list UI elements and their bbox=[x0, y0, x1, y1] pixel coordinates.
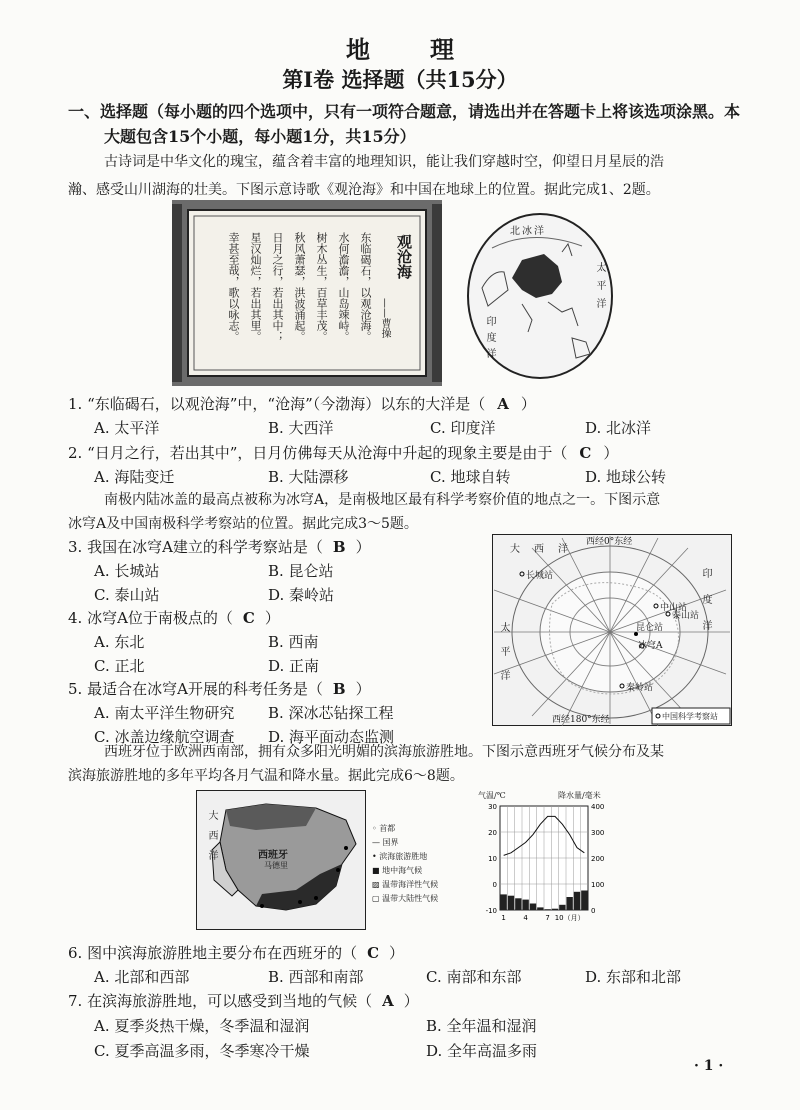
q3-option-b: B. 昆仑站 bbox=[268, 562, 334, 580]
legend-item: ◦ 首都 bbox=[372, 824, 396, 833]
q7-option-c: C. 夏季高温多雨，冬季寒冷干燥 bbox=[94, 1042, 310, 1060]
temp-tick: 10 bbox=[488, 855, 497, 863]
precip-tick: 400 bbox=[591, 803, 605, 811]
month-tick: 10（月） bbox=[554, 914, 585, 922]
question-3-stem: 3. 我国在冰穹A建立的科学考察站是（ bbox=[68, 538, 323, 556]
spain-country-label: 西班牙 bbox=[258, 850, 288, 861]
question-5-answer: B bbox=[332, 680, 346, 698]
question-5-close: ） bbox=[355, 680, 371, 698]
globe-label-right: 太平洋 bbox=[594, 262, 605, 316]
legend-item: ▢ 温带大陆性气候 bbox=[372, 894, 439, 903]
antarctic-legend: 中国科学考察站 bbox=[662, 712, 718, 721]
spain-legend bbox=[372, 822, 464, 906]
poem-column: 秋风萧瑟，洪波涌起。 bbox=[293, 232, 306, 342]
intro1-line1: 古诗词是中华文化的瑰宝，蕴含着丰富的地理知识，能让我们穿越时空，仰望日月星辰的浩 bbox=[104, 154, 664, 170]
precip-bar bbox=[559, 905, 565, 910]
poem-author: ——曹操 bbox=[379, 298, 390, 338]
spain-capital-label: 马德里 bbox=[264, 861, 288, 870]
q7-option-b: B. 全年温和湿润 bbox=[426, 1017, 537, 1035]
q3-option-c: C. 泰山站 bbox=[94, 586, 160, 604]
q1-option-a: A. 太平洋 bbox=[94, 419, 160, 437]
month-tick: 4 bbox=[523, 914, 528, 922]
question-2-stem: 2. “日月之行，若出其中”，日月仿佛每天从沧海中升起的现象主要是由于（ bbox=[68, 444, 568, 462]
section-title: 第Ⅰ卷 选择题（共15分） bbox=[282, 67, 518, 92]
q2-option-c: C. 地球自转 bbox=[430, 468, 511, 486]
poem-column: 水何澹澹，山岛竦峙。 bbox=[337, 232, 350, 342]
question-1-answer: A bbox=[497, 395, 509, 413]
poem-column: 幸甚至哉，歌以咏志。 bbox=[227, 232, 240, 342]
precip-bar bbox=[501, 894, 507, 910]
question-6-close: ） bbox=[389, 944, 405, 962]
question-4-close: ） bbox=[264, 609, 280, 627]
precip-bar bbox=[567, 897, 573, 910]
intro2-line2: 冰穹A及中国南极科学考察站的位置。据此完成3～5题。 bbox=[68, 516, 418, 532]
question-5-stem: 5. 最适合在冰穹A开展的科考任务是（ bbox=[68, 680, 323, 698]
precip-axis-label: 降水量/毫米 bbox=[558, 791, 601, 800]
station-label: 泰山站 bbox=[672, 611, 700, 621]
q2-option-a: A. 海陆变迁 bbox=[94, 468, 175, 486]
intro1-line2: 瀚、感受山川湖海的壮美。下图示意诗歌《观沧海》和中国在地球上的位置。据此完成1、2题。 bbox=[68, 182, 660, 198]
q1-option-d: D. 北冰洋 bbox=[585, 419, 652, 437]
dome-a-label: 冰穹A bbox=[638, 641, 663, 651]
question-4-stem: 4. 冰穹A位于南极点的（ bbox=[68, 609, 233, 627]
q4-option-b: B. 西南 bbox=[268, 633, 319, 651]
q1-option-c: C. 印度洋 bbox=[430, 419, 496, 437]
question-2 bbox=[68, 442, 768, 463]
question-6 bbox=[68, 942, 404, 963]
globe-label-left: 印度洋 bbox=[484, 316, 495, 364]
question-1 bbox=[68, 393, 768, 414]
intro2-line1: 南极内陆冰盖的最高点被称为冰穹A，是南极地区最有科学考察价值的地点之一。下图示意 bbox=[104, 492, 661, 508]
precip-bar bbox=[515, 898, 521, 910]
q6-option-b: B. 西部和南部 bbox=[268, 968, 364, 986]
legend-item: ■ 地中海气候 bbox=[372, 866, 423, 875]
station-label: 昆仑站 bbox=[636, 623, 664, 633]
page-title: 地理 bbox=[346, 35, 514, 64]
q4-option-c: C. 正北 bbox=[94, 657, 145, 675]
spain-ocean-label: 大西洋 bbox=[206, 810, 217, 870]
antarctic-map bbox=[492, 534, 732, 726]
station-label: 中山站 bbox=[660, 603, 688, 613]
legend-item: ▨ 温带海洋性气候 bbox=[372, 880, 439, 889]
poem-column: 树木丛生，百草丰茂。 bbox=[315, 232, 328, 342]
question-3-answer: B bbox=[332, 538, 346, 556]
globe-figure bbox=[462, 208, 618, 384]
month-tick: 1 bbox=[501, 914, 506, 922]
station-label: 长城站 bbox=[526, 571, 554, 581]
q5-option-d: D. 海平面动态监测 bbox=[268, 728, 395, 746]
poem-title: 观沧海 bbox=[395, 234, 413, 279]
question-1-stem: 1. “东临碣石，以观沧海”中，“沧海”（今渤海）以东的大洋是（ bbox=[68, 395, 486, 413]
globe-label-top: 北冰洋 bbox=[510, 226, 546, 237]
precip-bar bbox=[508, 896, 514, 910]
poem-scroll-figure bbox=[172, 200, 442, 386]
intro3-line2: 滨海旅游胜地的多年平均各月气温和降水量。据此完成6～8题。 bbox=[68, 768, 464, 784]
question-6-stem: 6. 图中滨海旅游胜地主要分布在西班牙的（ bbox=[68, 944, 358, 962]
q7-option-d: D. 全年高温多雨 bbox=[426, 1042, 538, 1060]
poem-column: 日月之行，若出其中； bbox=[271, 232, 284, 342]
question-7 bbox=[68, 990, 419, 1011]
intro3-line1: 西班牙位于欧洲西南部，拥有众多阳光明媚的滨海旅游胜地。下图示意西班牙气候分布及某 bbox=[104, 744, 664, 760]
precip-bar bbox=[581, 891, 587, 911]
legend-item: — 国界 bbox=[372, 838, 399, 847]
question-7-answer: A bbox=[382, 992, 394, 1010]
q3-option-d: D. 秦岭站 bbox=[268, 586, 335, 604]
q5-option-a: A. 南太平洋生物研究 bbox=[94, 704, 235, 722]
precip-tick: 300 bbox=[591, 829, 605, 837]
question-6-answer: C bbox=[367, 944, 380, 962]
poem-column: 东临碣石，以观沧海。 bbox=[359, 232, 372, 342]
part-heading-1: 一、选择题（每小题的四个选项中，只有一项符合题意，请选出并在答题卡上将该选项涂黑。本 bbox=[68, 102, 741, 121]
precip-bar bbox=[552, 909, 558, 910]
antarctic-ocean-top: 大西洋 bbox=[510, 544, 582, 555]
spain-map bbox=[196, 790, 366, 930]
station-label: 秦岭站 bbox=[626, 683, 654, 693]
q4-option-d: D. 正南 bbox=[268, 657, 320, 675]
climate-chart bbox=[478, 790, 618, 930]
q5-option-c: C. 冰盖边缘航空调查 bbox=[94, 728, 235, 746]
page-number: · 1 · bbox=[694, 1058, 724, 1074]
precip-bar bbox=[523, 900, 529, 910]
q2-option-d: D. 地球公转 bbox=[585, 468, 667, 486]
precip-tick: 0 bbox=[591, 907, 596, 915]
temp-tick: 20 bbox=[488, 829, 497, 837]
temp-tick: -10 bbox=[485, 907, 497, 915]
q6-option-d: D. 东部和北部 bbox=[585, 968, 682, 986]
month-tick: 7 bbox=[545, 914, 550, 922]
precip-bar bbox=[530, 904, 536, 911]
precip-bar bbox=[574, 892, 580, 910]
q3-option-a: A. 长城站 bbox=[94, 562, 160, 580]
temp-tick: 30 bbox=[488, 803, 497, 811]
question-3-close: ） bbox=[355, 538, 371, 556]
antarctic-ocean-bottom: 太平洋 bbox=[498, 622, 509, 694]
q4-option-a: A. 东北 bbox=[94, 633, 145, 651]
antarctic-map-figure bbox=[492, 534, 732, 726]
question-2-close: ） bbox=[603, 444, 619, 462]
q6-option-a: A. 北部和西部 bbox=[94, 968, 190, 986]
question-4 bbox=[68, 607, 280, 628]
q1-option-b: B. 大西洋 bbox=[268, 419, 334, 437]
question-4-answer: C bbox=[242, 609, 255, 627]
part-heading-2: 大题包含15个小题，每小题1分，共15分） bbox=[104, 127, 416, 146]
q5-option-b: B. 深冰芯钻探工程 bbox=[268, 704, 394, 722]
poem-scroll bbox=[172, 200, 442, 386]
climate-chart-svg bbox=[478, 800, 618, 930]
q6-option-c: C. 南部和东部 bbox=[426, 968, 522, 986]
temp-tick: 0 bbox=[492, 881, 497, 889]
question-3 bbox=[68, 536, 371, 557]
antarctic-meridian-bottom: 西经180°东经 bbox=[552, 715, 610, 725]
poem-column: 星汉灿烂，若出其里。 bbox=[249, 232, 262, 342]
question-2-answer: C bbox=[579, 444, 592, 462]
temp-axis-label: 气温/℃ bbox=[478, 791, 506, 800]
legend-item: • 滨海旅游胜地 bbox=[372, 852, 428, 861]
precip-bar bbox=[537, 907, 543, 910]
antarctic-meridian-top: 西经0°东经 bbox=[586, 537, 633, 547]
precip-bar bbox=[545, 909, 551, 910]
question-5 bbox=[68, 678, 371, 699]
q7-option-a: A. 夏季炎热干燥，冬季温和湿润 bbox=[94, 1017, 310, 1035]
question-7-close: ） bbox=[403, 992, 419, 1010]
q2-option-b: B. 大陆漂移 bbox=[268, 468, 349, 486]
precip-tick: 200 bbox=[591, 855, 605, 863]
question-7-stem: 7. 在滨海旅游胜地，可以感受到当地的气候（ bbox=[68, 992, 373, 1010]
precip-tick: 100 bbox=[591, 881, 605, 889]
antarctic-ocean-right: 印度洋 bbox=[700, 568, 711, 646]
question-1-close: ） bbox=[520, 395, 536, 413]
